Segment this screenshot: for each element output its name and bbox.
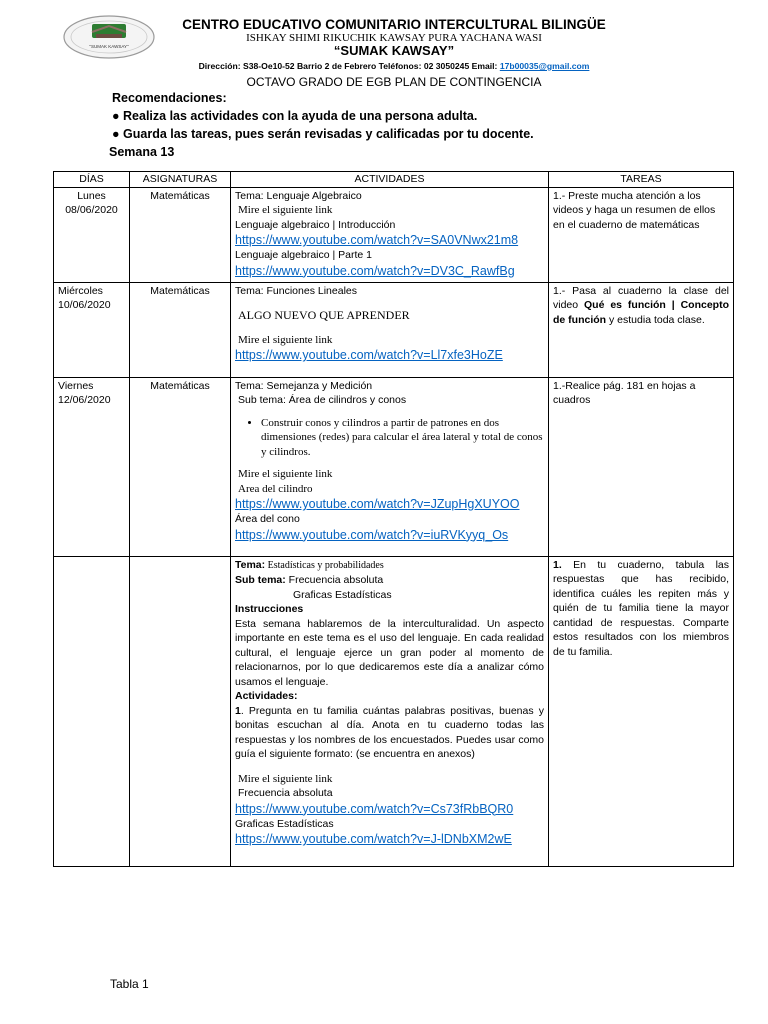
task-cell [549, 282, 734, 377]
video-link[interactable]: https://www.youtube.com/watch?v=JZupHgXUYOO [235, 497, 520, 511]
activity-number: 1 [235, 704, 241, 717]
week-label: Semana 13 [109, 145, 175, 159]
objective-list [235, 416, 544, 460]
task-cell: 1.-Realice pág. 181 en hojas a cuadros [549, 377, 734, 556]
link-intro: Mire el siguiente link [238, 333, 333, 346]
day-cell [54, 187, 130, 282]
plan-title: OCTAVO GRADO DE EGB PLAN DE CONTINGENCIA [246, 75, 542, 89]
date-label: 10/06/2020 [58, 299, 111, 311]
link-intro: Mire el siguiente link [238, 468, 333, 480]
video-link[interactable]: https://www.youtube.com/watch?v=J-lDNbXM2wE [235, 832, 512, 846]
table-row [54, 187, 734, 282]
topic [235, 558, 544, 574]
task-video-name: Qué es función | Concepto de función [553, 299, 729, 326]
link-intro: Mire el siguiente link [238, 204, 333, 216]
day-cell [54, 377, 130, 556]
school-name: “SUMAK KAWSAY” [333, 43, 455, 58]
email-link[interactable]: 17b00035@gmail.com [499, 61, 590, 71]
video-link[interactable]: https://www.youtube.com/watch?v=Ll7xfe3HoZE [235, 348, 503, 362]
day-label: Viernes [58, 379, 94, 392]
schedule-table [53, 171, 734, 867]
task-cell: 1.- Preste mucha atención a los videos y haga un resumen de ellos en el cuaderno de matemáticas [549, 187, 734, 282]
subject-cell: Matemáticas [130, 187, 231, 282]
video-link[interactable]: https://www.youtube.com/watch?v=iuRVKyyq_Os [235, 527, 509, 542]
task-cell [549, 556, 734, 866]
subtopic: Sub tema: Área de cilindros y conos [238, 394, 407, 406]
activity-description: . Pregunta en tu familia cuántas palabras positivas, buenas y bonitas escuchan al día. Anota en tu cuaderno todas las respuestas y los nombres de los encuestados. Puedes usar como guía el siguiente formato: (se encuentra en anexos) [235, 704, 544, 760]
table-row [54, 282, 734, 377]
link-intro: Mire el siguiente link [238, 772, 333, 785]
address-text: Dirección: S38-Oe10-52 Barrio 2 de Febrero Teléfonos: 02 3050245 Email: [198, 61, 498, 71]
instructions-text: Esta semana hablaremos de la interculturalidad. Un aspecto importante en este tema es el uso del lenguaje. En cada realidad cultural, el lenguaje ejerce un gran poder al momento de relacionarnos, por lo que dedicaremos este día a analizar cómo usamos el lenguaje. [235, 617, 544, 688]
list-item: • Construir conos y cilindros a partir de patrones en dos dimensiones (redes) para calcular el área lateral y total de conos y cilindros. [261, 416, 544, 460]
subject-cell [130, 556, 231, 866]
activity-text [235, 704, 544, 762]
subject-cell: Matemáticas [130, 377, 231, 556]
day-label: Miércoles [58, 284, 103, 297]
video-link[interactable]: https://www.youtube.com/watch?v=SA0VNwx21m8 [235, 233, 519, 247]
subheading: ALGO NUEVO QUE APRENDER [238, 308, 410, 322]
video-title: Frecuencia absoluta [238, 787, 333, 799]
video-title: Lenguaje algebraico | Parte 1 [235, 249, 372, 261]
task-text: En tu cuaderno, tabula las respuestas que has recibido, identifica cuáles les repiten más y quién de tu familia tiene la mayor cantidad de respuestas. Comparte estos resultados con los miembros de tu familia. [553, 558, 729, 658]
activity-cell [231, 556, 549, 866]
task-text: y estudia toda clase. [606, 313, 705, 326]
topic-value: Estadísticas y probabilidades [265, 559, 384, 571]
activity-cell [231, 377, 549, 556]
school-title: CENTRO EDUCATIVO COMUNITARIO INTERCULTURAL BILINGÜE [182, 17, 606, 32]
topic: Tema: Lenguaje Algebraico [235, 189, 362, 202]
topic: Tema: Semejanza y Medición [235, 379, 373, 392]
task-text: 1.- Pasa al cuaderno la clase del video [553, 284, 729, 311]
school-address [10, 61, 768, 71]
video-link[interactable]: https://www.youtube.com/watch?v=DV3C_RawfBg [235, 263, 515, 278]
subject-cell: Matemáticas [130, 282, 231, 377]
topic-label: Tema: [235, 558, 266, 571]
recommendations-heading: Recomendaciones: [112, 91, 227, 105]
activity-cell [231, 187, 549, 282]
header-activities: ACTIVIDADES [231, 172, 549, 188]
logo-text: "SUMAK KAWSAY" [89, 44, 129, 49]
date-label: 12/06/2020 [58, 394, 111, 406]
header-tasks: TAREAS [549, 172, 734, 188]
date-label: 08/06/2020 [65, 204, 118, 216]
video-title: Lenguaje algebraico | Introducción [235, 218, 396, 231]
recommendation-item: ● Guarda las tareas, pues serán revisadas y calificadas por tu docente. [112, 127, 534, 141]
header-days: DÍAS [54, 172, 130, 188]
table-header-row [54, 172, 734, 188]
subtopic-value: Graficas Estadísticas [293, 588, 392, 601]
activity-cell [231, 282, 549, 377]
day-label: Lunes [77, 189, 106, 202]
activities-label: Actividades: [235, 690, 298, 702]
subtopic-value: Frecuencia absoluta [285, 574, 384, 586]
table-row [54, 377, 734, 556]
video-title: Área del cono [235, 513, 300, 525]
school-subtitle: ISHKAY SHIMI RIKUCHIK KAWSAY PURA YACHANA WASI [246, 32, 542, 44]
video-link[interactable]: https://www.youtube.com/watch?v=Cs73fRbBQR0 [235, 801, 514, 816]
table-caption: Tabla 1 [110, 977, 149, 991]
topic: Tema: Funciones Lineales [235, 284, 357, 297]
recommendation-item: ● Realiza las actividades con la ayuda de una persona adulta. [112, 109, 478, 123]
day-cell [54, 282, 130, 377]
subtopic [235, 573, 544, 588]
subtopic-label: Sub tema: [235, 574, 286, 586]
header-subjects: ASIGNATURAS [130, 172, 231, 188]
task-number: 1. [553, 558, 562, 571]
day-cell [54, 556, 130, 866]
video-title: Graficas Estadísticas [235, 817, 334, 830]
video-title: Area del cilindro [238, 482, 313, 495]
instructions-label: Instrucciones [235, 603, 304, 615]
table-row [54, 556, 734, 866]
